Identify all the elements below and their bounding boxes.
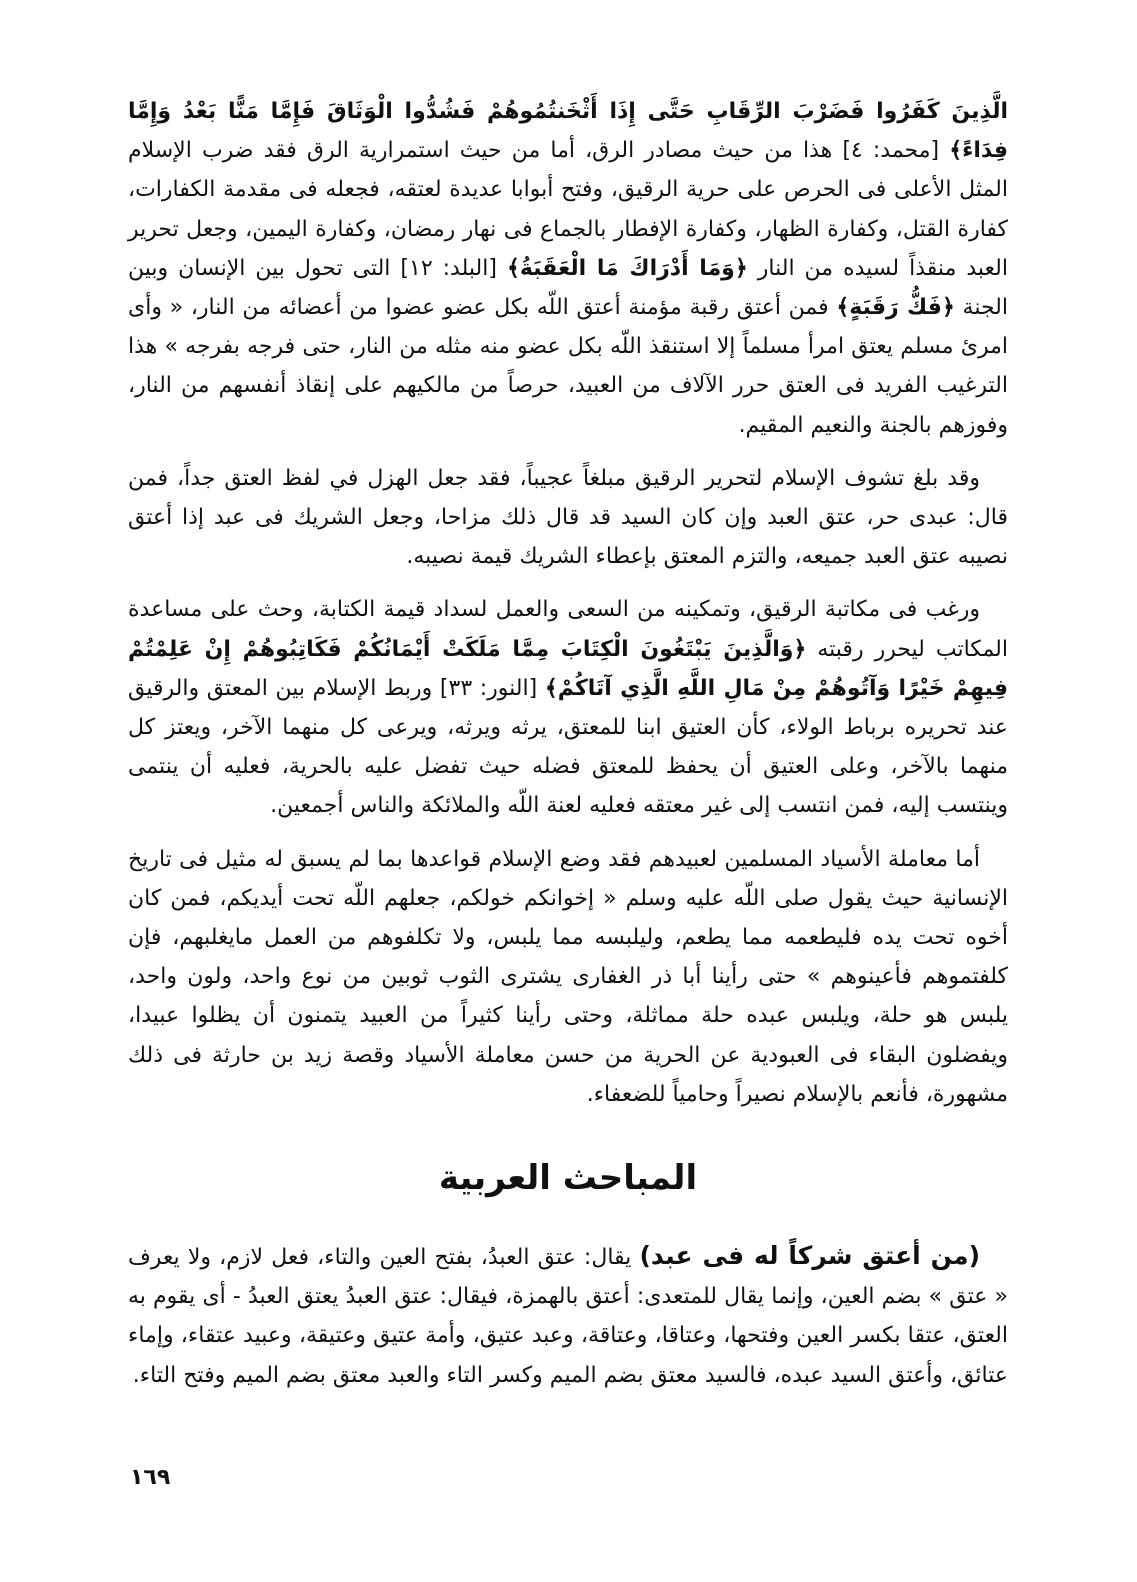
section-paragraph	[128, 1236, 1008, 1395]
paragraph-text: [البلد: ١٢] التى تحول بين الإنسان وبين الجنة	[128, 255, 1009, 321]
paragraph-text: [محمد: ٤] هذا من حيث مصادر الرق، أما من حيث استمرارية الرق فقد ضرب الإسلام المثل الأعلى فى الحرص على حرية الرقيق، وفتح أبوابا عديدة لعتقه، فجعله فى مقدمة الكفارات، كفارة القتل، وكفارة الظهار، وكفارة الإفطار بالجماع فى نهار رمضان، وكفارة اليمين، وجعل تحرير العبد منقذاً لسيده من النار	[128, 138, 1008, 281]
paragraph-text: ورغب فى مكاتبة الرقيق، وتمكينه من السعى والعمل لسداد قيمة الكتابة، وحث على مساعدة المكاتب ليحرر رقبته	[128, 597, 1008, 662]
document-page	[128, 92, 1008, 1409]
section-heading: المباحث العربية	[438, 1158, 698, 1199]
paragraph-text: يقال: عتق العبدُ، بفتح العين والتاء، فعل لازم، ولا يعرف « عتق » بضم العين، وإنما يقال للمتعدى: أعتق بالهمزة، فيقال: عتق العبدُ يعتق العبدُ - أى يقوم به العتق، عتقا بكسر العين وفتحها، وعتاقا، وعتاقة، وعبد عتيق، وأمة عتيق وعتيقة، وعبيد عتقاء، وإماء عتائق، وأعتق السيد عبده، فالسيد معتق بضم الميم وكسر التاء والعبد معتق بضم الميم وفتح التاء.	[128, 1245, 1008, 1388]
page-number: ١٦٩	[130, 1465, 171, 1490]
quran-verse: ﴿فَكُّ رَقَبَةٍ﴾	[836, 295, 955, 321]
paragraph-1	[128, 92, 1008, 445]
paragraph-4: أما معاملة الأسياد المسلمين لعبيدهم فقد وضع الإسلام قواعدها بما لم يسبق له مثيل فى تاريخ الإنسانية حيث يقول صلى اللّه عليه وسلم « إخوانكم خولكم، جعلهم اللّه تحت أيديكم، فمن كان أخوه تحت يده فليطعمه مما يطعم، وليلبسه مما يلبس، ولا تكلفوهم من العمل مايغلبهم، فإن كلفتموهم فأعينوهم » حتى رأينا أبا ذر الغفارى يشترى الثوب ثوبين من نوع واحد، ولون واحد، يلبس هو حلة، ويلبس عبده حلة مماثلة، وحتى رأينا كثيراً من العبيد يتمنون أن يظلوا عبيدا، ويفضلون البقاء فى العبودية عن الحرية من حسن معاملة الأسياد وقصة زيد بن حارثة فى ذلك مشهورة، فأنعم بالإسلام نصيراً وحامياً للضعفاء.	[128, 846, 1008, 1107]
lead-phrase: (من أعتق شركاً له فى عبد)	[639, 1241, 980, 1271]
paragraph-3	[128, 590, 1008, 825]
paragraph-text: فمن أعتق رقبة مؤمنة أعتق اللّه بكل عضو عضوا من أعضائه من النار، « وأى امرئ مسلم يعتق امرأ مسلماً إلا استنقذ اللّه بكل عضو منه مثله من النار، حتى فرجه بفرجه » هذا الترغيب الفريد فى العتق حرر الآلاف من العبيد، حرصاً من مالكيهم على إنقاذ أنفسهم من النار، وفوزهم بالجنة والنعيم المقيم.	[128, 295, 1008, 438]
paragraph-text: [النور: ٣٣] وربط الإسلام بين المعتق والرقيق عند تحريره برباط الولاء، كأن العتيق ابنا للمعتق، يرثه ويرثه، ويرعى كل منهما الآخر، ويعتز كل منهما بالآخر، وعلى العتيق أن يحفظ للمعتق فضله حيث تفضل عليه بالحرية، فعليه أن ينتمى وينتسب إليه، فمن انتسب إلى غير معتقه فعليه لعنة اللّه والملائكة والناس أجمعين.	[128, 675, 1008, 819]
quran-verse: ﴿وَالَّذِينَ يَبْتَغُونَ الْكِتَابَ مِمَّا مَلَكَتْ أَيْمَانُكُمْ فَكَاتِبُوهُمْ إِنْ عَلِمْتُمْ فِيهِمْ خَيْرًا وَآتُوهُمْ مِنْ مَالِ اللَّهِ الَّذِي آتَاكُمْ﴾	[128, 636, 1008, 701]
paragraph-2: وقد بلغ تشوف الإسلام لتحرير الرقيق مبلغاً عجيباً، فقد جعل الهزل في لفظ العتق جداً، فمن قال: عبدى حر، عتق العبد وإن كان السيد قد قال ذلك مزاحا، وجعل الشريك فى عبد إذا أعتق نصيبه عتق العبد جميعه، والتزم المعتق بإعطاء الشريك قيمة نصيبه.	[128, 465, 1008, 570]
quran-verse: ﴿وَمَا أَدْرَاكَ مَا الْعَقَبَةُ﴾	[506, 255, 748, 281]
quran-verse: الَّذِينَ كَفَرُوا فَضَرْبَ الرِّقَابِ حَتَّى إِذَا أَثْخَنتُمُوهُمْ فَشُدُّوا الْوَثَاقَ فَإِمَّا مَنًّا بَعْدُ وَإِمَّا فِدَاءً﴾	[128, 99, 1008, 164]
